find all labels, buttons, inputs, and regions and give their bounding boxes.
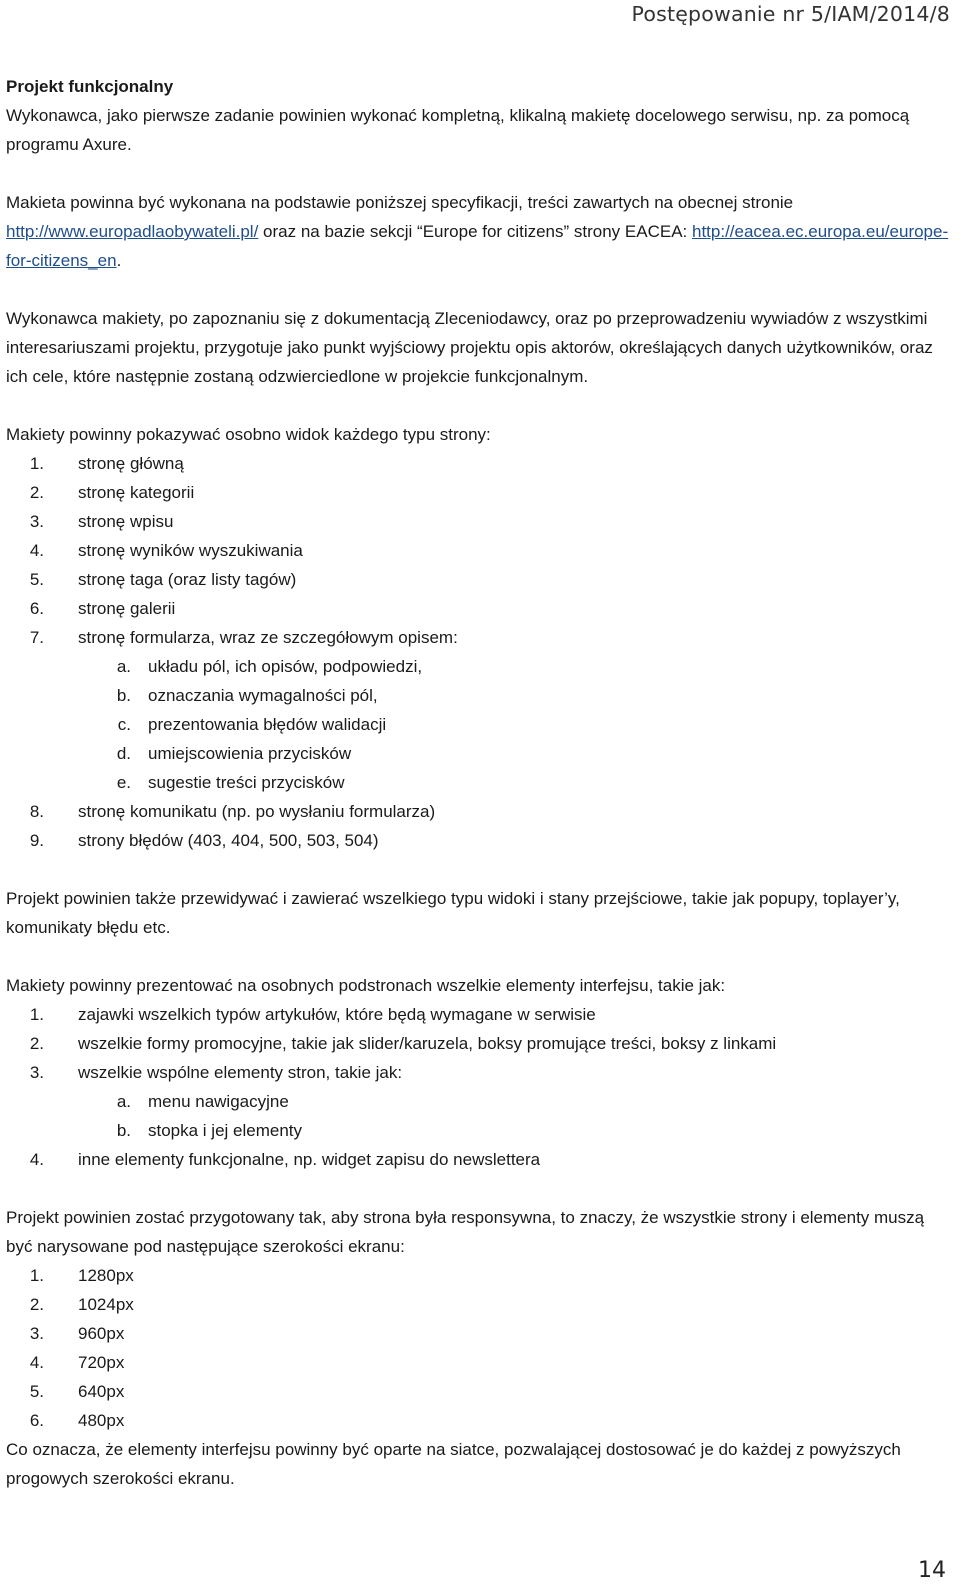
list-item xyxy=(6,1290,951,1319)
list-item xyxy=(6,797,951,826)
list-item-number: 6. xyxy=(29,1411,44,1430)
list-item-number: 5. xyxy=(29,1382,44,1401)
list-item xyxy=(6,768,951,797)
list-item-text: stronę komunikatu (np. po wysłaniu formularza) xyxy=(78,802,436,821)
list-item-text: strony błędów (403, 404, 500, 503, 504) xyxy=(78,831,379,850)
list-item-text: inne elementy funkcjonalne, np. widget zapisu do newslettera xyxy=(78,1150,541,1169)
list-item xyxy=(6,536,951,565)
list-item-text: zajawki wszelkich typów artykułów, które będą wymagane w serwisie xyxy=(78,1005,596,1024)
list-item-number: 6. xyxy=(29,599,44,618)
form-details-sublist xyxy=(6,652,951,797)
list-item xyxy=(6,1261,951,1290)
responsive-intro: Projekt powinien zostać przygotowany tak, aby strona była responsywna, to znaczy, że wszystkie strony i elementy muszą być narysowane pod następujące szerokości ekranu: xyxy=(6,1208,925,1256)
list-item-number: 4. xyxy=(29,541,44,560)
paragraph-grid: Co oznacza, że elementy interfejsu powinny być oparte na siatce, pozwalającej dostosować je do każdej z powyższych progowych szerokości ekranu. xyxy=(6,1440,901,1488)
list-item-number: 1. xyxy=(29,1005,44,1024)
list-item xyxy=(6,739,951,768)
page-types-list xyxy=(6,449,951,652)
list-item-number: 7. xyxy=(29,628,44,647)
screen-widths-list xyxy=(6,1261,951,1435)
list-item xyxy=(6,1377,951,1406)
paragraph-transitions: Projekt powinien także przewidywać i zawierać wszelkiego typu widoki i stany przejściowe, takie jak popupy, toplayer’y, komunikaty błędu etc. xyxy=(6,889,900,937)
list-item xyxy=(6,1000,951,1029)
list-item-text: 1024px xyxy=(78,1295,134,1314)
list-item-text: wszelkie wspólne elementy stron, takie jak: xyxy=(78,1063,403,1082)
list-item-text: stronę kategorii xyxy=(78,483,195,502)
list-item-text: 960px xyxy=(78,1324,125,1343)
list-item-number: b. xyxy=(116,1121,131,1140)
list-item xyxy=(6,1058,951,1087)
list-item xyxy=(6,1406,951,1435)
list-item-number: 9. xyxy=(29,831,44,850)
list-item xyxy=(6,623,951,652)
list-item-number: d. xyxy=(116,744,131,763)
link-eacea[interactable]: http://eacea.ec.europa.eu/europe-for-citizens_en xyxy=(6,222,949,270)
list-item-text: 640px xyxy=(78,1382,125,1401)
list-item-number: 1. xyxy=(29,1266,44,1285)
section-title: Projekt funkcjonalny xyxy=(6,77,174,96)
list-item-text: 480px xyxy=(78,1411,125,1430)
list-item-text: 1280px xyxy=(78,1266,134,1285)
list-item-text: wszelkie formy promocyjne, takie jak slider/karuzela, boksy promujące treści, boksy z linkami xyxy=(78,1034,777,1053)
list-item-text: stopka i jej elementy xyxy=(148,1121,303,1140)
list-item xyxy=(6,507,951,536)
list-item-text: oznaczania wymagalności pól, xyxy=(148,686,378,705)
list-item-text: 720px xyxy=(78,1353,125,1372)
list-item-number: 2. xyxy=(29,1034,44,1053)
list-item-text: stronę główną xyxy=(78,454,184,473)
list-item-number: 8. xyxy=(29,802,44,821)
page-number: 14 xyxy=(918,1558,946,1583)
list-item-text: stronę wpisu xyxy=(78,512,174,531)
paragraph-basis xyxy=(6,188,951,275)
ui-elements-intro: Makiety powinny prezentować na osobnych podstronach wszelkie elementy interfejsu, takie jak: xyxy=(6,976,726,995)
paragraph-intro: Wykonawca, jako pierwsze zadanie powinien wykonać kompletną, klikalną makietę docelowego serwisu, np. za pomocą programu Axure. xyxy=(6,106,910,154)
paragraph-actors: Wykonawca makiety, po zapoznaniu się z dokumentacją Zleceniodawcy, oraz po przeprowadzeniu wywiadów z wszystkimi interesariuszami projektu, przygotuje jako punkt wyjściowy projektu opis aktorów, określających danych użytkowników, oraz ich cele, które następnie zostaną odzwierciedlone w projekcie funkcjonalnym. xyxy=(6,309,933,386)
list-item-text: prezentowania błędów walidacji xyxy=(148,715,387,734)
list-item xyxy=(6,710,951,739)
list-item-text: stronę wyników wyszukiwania xyxy=(78,541,303,560)
page-types-list-cont xyxy=(6,797,951,855)
list-item xyxy=(6,594,951,623)
page-types-intro: Makiety powinny pokazywać osobno widok każdego typu strony: xyxy=(6,425,491,444)
list-item-number: b. xyxy=(116,686,131,705)
list-item xyxy=(6,1029,951,1058)
ui-elements-list xyxy=(6,1000,951,1087)
list-item xyxy=(6,1348,951,1377)
link-europadlaobywateli[interactable]: http://www.europadlaobywateli.pl/ xyxy=(6,222,259,241)
page-header: Postępowanie nr 5/IAM/2014/8 xyxy=(631,2,950,26)
list-item-number: 4. xyxy=(29,1150,44,1169)
list-item xyxy=(6,565,951,594)
list-item xyxy=(6,1145,951,1174)
common-elements-sublist xyxy=(6,1087,951,1145)
list-item-text: stronę taga (oraz listy tagów) xyxy=(78,570,297,589)
list-item xyxy=(6,681,951,710)
list-item-number: e. xyxy=(116,773,131,792)
ui-elements-list-cont xyxy=(6,1145,951,1174)
list-item-text: układu pól, ich opisów, podpowiedzi, xyxy=(148,657,423,676)
list-item-number: 4. xyxy=(29,1353,44,1372)
list-item xyxy=(6,1087,951,1116)
list-item-text: sugestie treści przycisków xyxy=(148,773,345,792)
list-item xyxy=(6,1319,951,1348)
list-item-number: 3. xyxy=(29,1324,44,1343)
list-item-number: 5. xyxy=(29,570,44,589)
list-item-number: a. xyxy=(116,1092,131,1111)
list-item xyxy=(6,652,951,681)
paragraph-basis-text-c: . xyxy=(116,251,122,270)
list-item xyxy=(6,826,951,855)
list-item-number: 1. xyxy=(29,454,44,473)
list-item-number: a. xyxy=(116,657,131,676)
list-item xyxy=(6,449,951,478)
list-item-number: 3. xyxy=(29,512,44,531)
list-item-number: 2. xyxy=(29,1295,44,1314)
list-item-number: 2. xyxy=(29,483,44,502)
list-item-number: c. xyxy=(117,715,131,734)
list-item-text: stronę galerii xyxy=(78,599,176,618)
list-item-text: stronę formularza, wraz ze szczegółowym opisem: xyxy=(78,628,458,647)
list-item xyxy=(6,478,951,507)
list-item-text: menu nawigacyjne xyxy=(148,1092,289,1111)
document-body xyxy=(6,72,951,1493)
paragraph-basis-text-b: oraz na bazie sekcji “Europe for citizens” strony EACEA: xyxy=(258,222,688,241)
list-item xyxy=(6,1116,951,1145)
list-item-text: umiejscowienia przycisków xyxy=(148,744,352,763)
list-item-number: 3. xyxy=(29,1063,44,1082)
paragraph-basis-text-a: Makieta powinna być wykonana na podstawie poniższej specyfikacji, treści zawartych na obecnej stronie xyxy=(6,193,794,212)
